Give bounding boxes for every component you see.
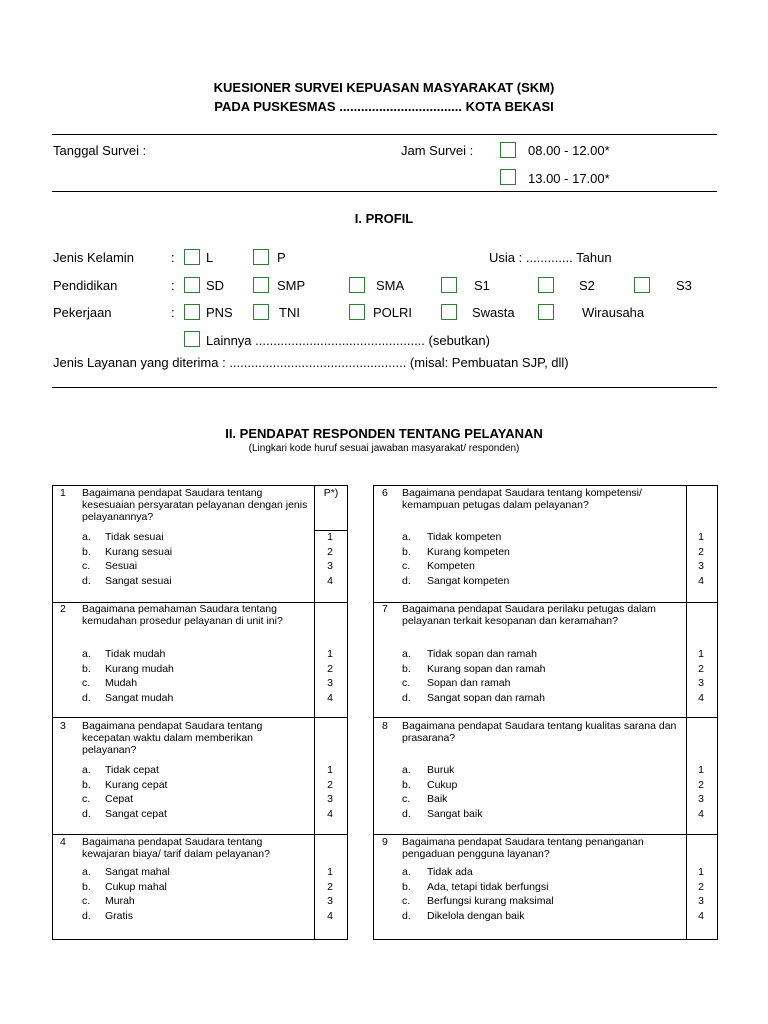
option-letter[interactable]: d. [82,909,91,922]
question-number: 1 [60,487,66,499]
option-label[interactable]: Tidak mudah [105,648,166,660]
gender-p-label: P [277,250,286,265]
option-label[interactable]: Murah [105,895,135,908]
question-text: Bagaimana pendapat Saudara perilaku petugas dalam pelayanan terkait kesopanan dan keramahan? [402,603,656,627]
option-label[interactable]: Sangat mahal [105,866,170,878]
jenis-kelamin-label: Jenis Kelamin [53,250,134,265]
question-number: 9 [382,836,388,848]
option-code[interactable]: 2 [327,662,333,675]
edu-s1-checkbox[interactable] [441,277,457,293]
form-title: KUESIONER SURVEI KEPUASAN MASYARAKAT (SKM) [213,80,555,95]
option-letter[interactable]: b. [82,778,91,791]
option-label[interactable]: Kompeten [427,560,475,573]
jam-option-1-label: 08.00 - 12.00* [528,143,610,158]
option-letter[interactable]: a. [402,764,411,776]
option-label[interactable]: Sangat baik [427,807,483,820]
question-text: Bagaimana pendapat Saudara tentang kualitas sarana dan prasarana? [402,720,677,744]
option-code[interactable]: 1 [698,764,704,776]
question-number: 7 [382,603,388,615]
option-code[interactable]: 2 [327,880,333,893]
row-divider [53,834,347,835]
option-code[interactable]: 4 [327,807,333,820]
job-tni-checkbox[interactable] [253,304,269,320]
usia-field[interactable]: Usia : ............. Tahun [489,250,612,265]
option-letter[interactable]: a. [82,648,91,660]
option-code[interactable]: 3 [698,895,704,908]
option-letter[interactable]: c. [402,793,411,806]
option-label[interactable]: Tidak sesuai [105,531,164,543]
option-code[interactable]: 1 [698,648,704,660]
option-letter[interactable]: b. [82,662,91,675]
option-label[interactable]: Sangat kompeten [427,574,510,587]
option-label[interactable]: Cepat [105,793,134,806]
edu-s1-label: S1 [474,278,490,293]
job-polri-label: POLRI [373,305,413,320]
question-text: Bagaimana pendapat Saudara tentang kesesuaian persyaratan pelayanan dengan jenis pelayanannya? [82,487,308,523]
job-swasta-checkbox[interactable] [441,304,457,320]
jenis-layanan-field[interactable]: Jenis Layanan yang diterima : ................................................. (misal: Pembuatan SJP, dll) [53,355,569,370]
option-letter[interactable]: d. [82,574,91,587]
option-letter[interactable]: d. [82,807,91,820]
option-label[interactable]: Tidak cepat [105,764,159,776]
job-tni-label: TNI [279,305,300,320]
option-letter[interactable]: c. [402,560,411,573]
question-text: Bagaimana pendapat Saudara tentang kecepatan waktu dalam memberikan pelayanan? [82,720,263,756]
option-label[interactable]: Kurang kompeten [427,545,510,558]
jam-option-2-label: 13.00 - 17.00* [528,171,610,186]
option-code[interactable]: 3 [698,793,704,806]
option-code[interactable]: 2 [698,545,704,558]
row-divider [374,834,717,835]
option-code[interactable]: 4 [327,909,333,922]
option-letter[interactable]: b. [402,880,411,893]
option-letter[interactable]: b. [82,545,91,558]
job-lainnya-field[interactable]: Lainnya ............................................... (sebutkan) [206,333,490,348]
option-letter[interactable]: c. [82,895,91,908]
job-lainnya-checkbox[interactable] [184,331,200,347]
option-label[interactable]: Sangat sesuai [105,574,172,587]
option-label[interactable]: Buruk [427,764,455,776]
gender-l-checkbox[interactable] [184,249,200,265]
option-label[interactable]: Tidak sopan dan ramah [427,648,537,660]
option-code[interactable]: 1 [327,764,333,776]
option-letter[interactable]: b. [402,545,411,558]
option-code[interactable]: 2 [698,778,704,791]
job-wirausaha-label: Wirausaha [582,305,645,320]
edu-s3-label: S3 [676,278,692,293]
job-wirausaha-checkbox[interactable] [538,304,554,320]
questions-table-left [52,485,348,940]
option-label[interactable]: Berfungsi kurang maksimal [427,895,554,908]
profil-heading: I. PROFIL [354,211,414,226]
option-label[interactable]: Sangat mudah [105,691,174,704]
edu-smp-label: SMP [277,278,306,293]
option-code[interactable]: 2 [698,662,704,675]
question-text: Bagaimana pendapat Saudara tentang penanganan pengaduan pengguna layanan? [402,836,644,860]
option-code[interactable]: 1 [698,866,704,878]
divider-profil [52,387,717,388]
edu-s2-checkbox[interactable] [538,277,554,293]
option-letter[interactable]: b. [82,880,91,893]
option-letter[interactable]: c. [82,560,91,573]
option-label[interactable]: Kurang sopan dan ramah [427,662,546,675]
jenis-kelamin-colon: : [171,250,175,265]
option-letter[interactable]: d. [82,691,91,704]
job-swasta-label: Swasta [472,305,515,320]
divider-survey [52,191,717,192]
option-code[interactable]: 2 [327,778,333,791]
option-letter[interactable]: c. [402,677,411,690]
row-divider [374,717,717,718]
option-label[interactable]: Cukup [427,778,458,791]
jam-option-1-checkbox[interactable] [500,142,516,158]
option-letter[interactable]: c. [82,793,91,806]
jam-survei-label: Jam Survei : [401,143,474,158]
option-letter[interactable]: d. [402,807,411,820]
option-letter[interactable]: a. [82,866,91,878]
option-label[interactable]: Sopan dan ramah [427,677,511,690]
p-column-header: P*) [323,487,339,499]
option-code[interactable]: 3 [698,677,704,690]
jam-option-2-checkbox[interactable] [500,169,516,185]
edu-s3-checkbox[interactable] [634,277,650,293]
edu-sd-label: SD [206,278,225,293]
question-number: 4 [60,836,66,848]
option-code[interactable]: 3 [327,793,333,806]
option-code[interactable]: 4 [327,691,333,704]
option-letter[interactable]: d. [402,574,411,587]
option-label[interactable]: Kurang sesuai [105,545,173,558]
question-number: 6 [382,487,388,499]
option-letter[interactable]: d. [402,909,411,922]
option-letter[interactable]: c. [402,895,411,908]
option-code[interactable]: 3 [327,560,333,573]
option-letter[interactable]: d. [402,691,411,704]
question-text: Bagaimana pendapat Saudara tentang kewajaran biaya/ tarif dalam pelayanan? [82,836,270,860]
questions-table-right [373,485,718,940]
option-label[interactable]: Sangat sopan dan ramah [427,691,545,704]
pendapat-subheading: (Lingkari kode huruf sesuai jawaban masyarakat/ responden) [248,443,520,454]
question-text: Bagaimana pendapat Saudara tentang kompetensi/ kemampuan petugas dalam pelayanan? [402,487,642,511]
option-label[interactable]: Tidak ada [427,866,473,878]
option-letter[interactable]: a. [402,648,411,660]
job-pns-label: PNS [206,305,233,320]
option-code[interactable]: 4 [698,691,704,704]
pekerjaan-colon: : [171,305,175,320]
option-code[interactable]: 1 [327,648,333,660]
option-code[interactable]: 3 [327,895,333,908]
option-code[interactable]: 1 [327,531,333,543]
question-number: 2 [60,603,66,615]
option-code[interactable]: 2 [327,545,333,558]
code-column-divider [314,486,315,939]
option-letter[interactable]: a. [402,531,411,543]
option-label[interactable]: Sesuai [105,560,138,573]
pendidikan-label: Pendidikan [53,278,118,293]
edu-sma-checkbox[interactable] [349,277,365,293]
edu-s2-label: S2 [579,278,595,293]
option-code[interactable]: 3 [698,560,704,573]
option-code[interactable]: 4 [327,574,333,587]
question-number: 8 [382,720,388,732]
edu-sd-checkbox[interactable] [184,277,200,293]
option-label[interactable]: Gratis [105,909,134,922]
edu-smp-checkbox[interactable] [253,277,269,293]
option-label[interactable]: Tidak kompeten [427,531,502,543]
row-divider [53,717,347,718]
pendidikan-colon: : [171,278,175,293]
option-label[interactable]: Dikelola dengan baik [427,909,525,922]
option-letter[interactable]: a. [402,866,411,878]
option-label[interactable]: Mudah [105,677,138,690]
gender-l-label: L [206,250,214,265]
option-label[interactable]: Ada, tetapi tidak berfungsi [427,880,549,893]
option-code[interactable]: 4 [698,574,704,587]
pekerjaan-label: Pekerjaan [53,305,112,320]
job-polri-checkbox[interactable] [349,304,365,320]
job-pns-checkbox[interactable] [184,304,200,320]
option-letter[interactable]: c. [82,677,91,690]
option-letter[interactable]: b. [402,662,411,675]
pendapat-heading: II. PENDAPAT RESPONDEN TENTANG PELAYANAN [225,426,543,441]
option-letter[interactable]: a. [82,531,91,543]
option-code[interactable]: 1 [327,866,333,878]
option-letter[interactable]: a. [82,764,91,776]
question-number: 3 [60,720,66,732]
option-label[interactable]: Baik [427,793,448,806]
option-code[interactable]: 4 [698,909,704,922]
gender-p-checkbox[interactable] [253,249,269,265]
option-label[interactable]: Sangat cepat [105,807,167,820]
divider-top [52,134,717,135]
option-code[interactable]: 1 [698,531,704,543]
form-subtitle: PADA PUSKESMAS .................................. KOTA BEKASI [214,99,554,114]
question-text: Bagaimana pemahaman Saudara tentang kemudahan prosedur pelayanan di unit ini? [82,603,283,627]
tanggal-survei-label: Tanggal Survei : [53,143,147,158]
option-label[interactable]: Cukup mahal [105,880,167,893]
option-code[interactable]: 4 [698,807,704,820]
option-label[interactable]: Kurang cepat [105,778,168,791]
option-code[interactable]: 3 [327,677,333,690]
option-label[interactable]: Kurang mudah [105,662,174,675]
code-column-divider [686,486,687,939]
option-letter[interactable]: b. [402,778,411,791]
option-code[interactable]: 2 [698,880,704,893]
edu-sma-label: SMA [376,278,405,293]
